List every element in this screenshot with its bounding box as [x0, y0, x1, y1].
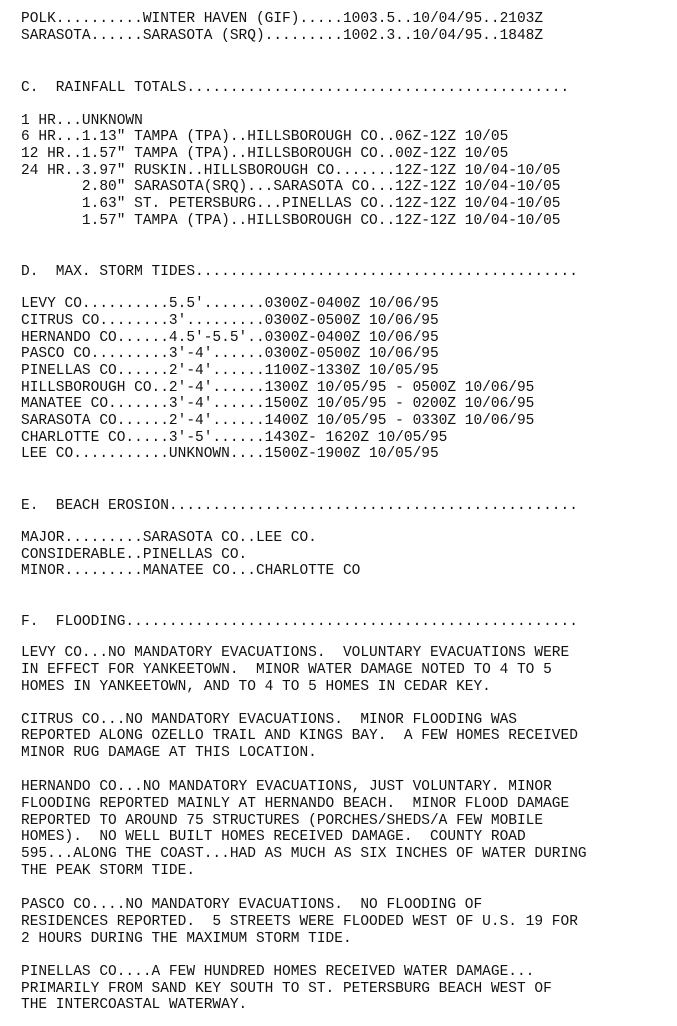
flooding-paragraph-line: HOMES IN YANKEETOWN, AND TO 4 TO 5 HOMES IN CEDAR KEY.: [21, 679, 491, 695]
storm-tide-row: LEVY CO..........5.5'.......0300Z-0400Z 10/06/95: [21, 296, 439, 312]
flooding-paragraph-line: HERNANDO CO...NO MANDATORY EVACUATIONS, JUST VOLUNTARY. MINOR: [21, 779, 552, 795]
flooding-paragraph-line: THE INTERCOASTAL WATERWAY.: [21, 997, 248, 1013]
storm-tide-row: MANATEE CO.......3'-4'......1500Z 10/05/95 - 0200Z 10/06/95: [21, 396, 535, 412]
pressure-row-sarasota: SARASOTA......SARASOTA (SRQ).........1002.3..10/04/95..1848Z: [21, 28, 544, 44]
flooding-paragraph-line: PINELLAS CO....A FEW HUNDRED HOMES RECEIVED WATER DAMAGE...: [21, 964, 535, 980]
storm-tide-row: HILLSBOROUGH CO..2'-4'......1300Z 10/05/95 - 0500Z 10/06/95: [21, 380, 535, 396]
section-heading-rainfall: C. RAINFALL TOTALS............................................: [21, 80, 570, 96]
flooding-paragraph-line: REPORTED TO AROUND 75 STRUCTURES (PORCHES/SHEDS/A FEW MOBILE: [21, 813, 544, 829]
flooding-paragraph-line: PASCO CO....NO MANDATORY EVACUATIONS. NO FLOODING OF: [21, 897, 483, 913]
rainfall-row: 24 HR..3.97" RUSKIN..HILLSBOROUGH CO.......12Z-12Z 10/04-10/05: [21, 163, 561, 179]
flooding-paragraph-line: CITRUS CO...NO MANDATORY EVACUATIONS. MINOR FLOODING WAS: [21, 712, 517, 728]
storm-tide-row: LEE CO...........UNKNOWN....1500Z-1900Z 10/05/95: [21, 446, 439, 462]
storm-tide-row: HERNANDO CO......4.5'-5.5'..0300Z-0400Z 10/06/95: [21, 330, 439, 346]
pressure-row-polk: POLK..........WINTER HAVEN (GIF).....1003.5..10/04/95..2103Z: [21, 11, 544, 27]
flooding-paragraph-line: 2 HOURS DURING THE MAXIMUM STORM TIDE.: [21, 931, 352, 947]
flooding-paragraph-line: REPORTED ALONG OZELLO TRAIL AND KINGS BAY. A FEW HOMES RECEIVED: [21, 728, 578, 744]
storm-tide-row: SARASOTA CO......2'-4'......1400Z 10/05/95 - 0330Z 10/06/95: [21, 413, 535, 429]
rainfall-row: 1.63" ST. PETERSBURG...PINELLAS CO..12Z-12Z 10/04-10/05: [21, 196, 561, 212]
section-heading-beach-erosion: E. BEACH EROSION...............................................: [21, 498, 578, 514]
storm-tide-row: CHARLOTTE CO.....3'-5'......1430Z- 1620Z 10/05/95: [21, 430, 448, 446]
flooding-paragraph-line: MINOR RUG DAMAGE AT THIS LOCATION.: [21, 745, 317, 761]
rainfall-row: 12 HR..1.57" TAMPA (TPA)..HILLSBOROUGH CO..00Z-12Z 10/05: [21, 146, 509, 162]
rainfall-row: 1 HR...UNKNOWN: [21, 113, 143, 129]
storm-tide-row: PINELLAS CO......2'-4'......1100Z-1330Z 10/05/95: [21, 363, 439, 379]
flooding-paragraph-line: 595...ALONG THE COAST...HAD AS MUCH AS SIX INCHES OF WATER DURING: [21, 846, 587, 862]
flooding-paragraph-line: RESIDENCES REPORTED. 5 STREETS WERE FLOODED WEST OF U.S. 19 FOR: [21, 914, 578, 930]
rainfall-row: 1.57" TAMPA (TPA)..HILLSBOROUGH CO..12Z-12Z 10/04-10/05: [21, 213, 561, 229]
flooding-paragraph-line: IN EFFECT FOR YANKEETOWN. MINOR WATER DAMAGE NOTED TO 4 TO 5: [21, 662, 552, 678]
erosion-row: MINOR.........MANATEE CO...CHARLOTTE CO: [21, 563, 361, 579]
flooding-paragraph-line: HOMES). NO WELL BUILT HOMES RECEIVED DAMAGE. COUNTY ROAD: [21, 829, 526, 845]
flooding-paragraph-line: PRIMARILY FROM SAND KEY SOUTH TO ST. PETERSBURG BEACH WEST OF: [21, 981, 552, 997]
storm-tide-row: PASCO CO.........3'-4'......0300Z-0500Z 10/06/95: [21, 346, 439, 362]
flooding-paragraph-line: THE PEAK STORM TIDE.: [21, 863, 196, 879]
rainfall-row: 6 HR...1.13" TAMPA (TPA)..HILLSBOROUGH CO..06Z-12Z 10/05: [21, 129, 509, 145]
storm-tide-row: CITRUS CO........3'.........0300Z-0500Z 10/06/95: [21, 313, 439, 329]
flooding-paragraph-line: FLOODING REPORTED MAINLY AT HERNANDO BEACH. MINOR FLOOD DAMAGE: [21, 796, 570, 812]
erosion-row: CONSIDERABLE..PINELLAS CO.: [21, 547, 248, 563]
section-heading-flooding: F. FLOODING....................................................: [21, 614, 578, 630]
section-heading-storm-tides: D. MAX. STORM TIDES............................................: [21, 264, 578, 280]
flooding-paragraph-line: LEVY CO...NO MANDATORY EVACUATIONS. VOLUNTARY EVACUATIONS WERE: [21, 645, 570, 661]
rainfall-row: 2.80" SARASOTA(SRQ)...SARASOTA CO...12Z-12Z 10/04-10/05: [21, 179, 561, 195]
erosion-row: MAJOR.........SARASOTA CO..LEE CO.: [21, 530, 317, 546]
